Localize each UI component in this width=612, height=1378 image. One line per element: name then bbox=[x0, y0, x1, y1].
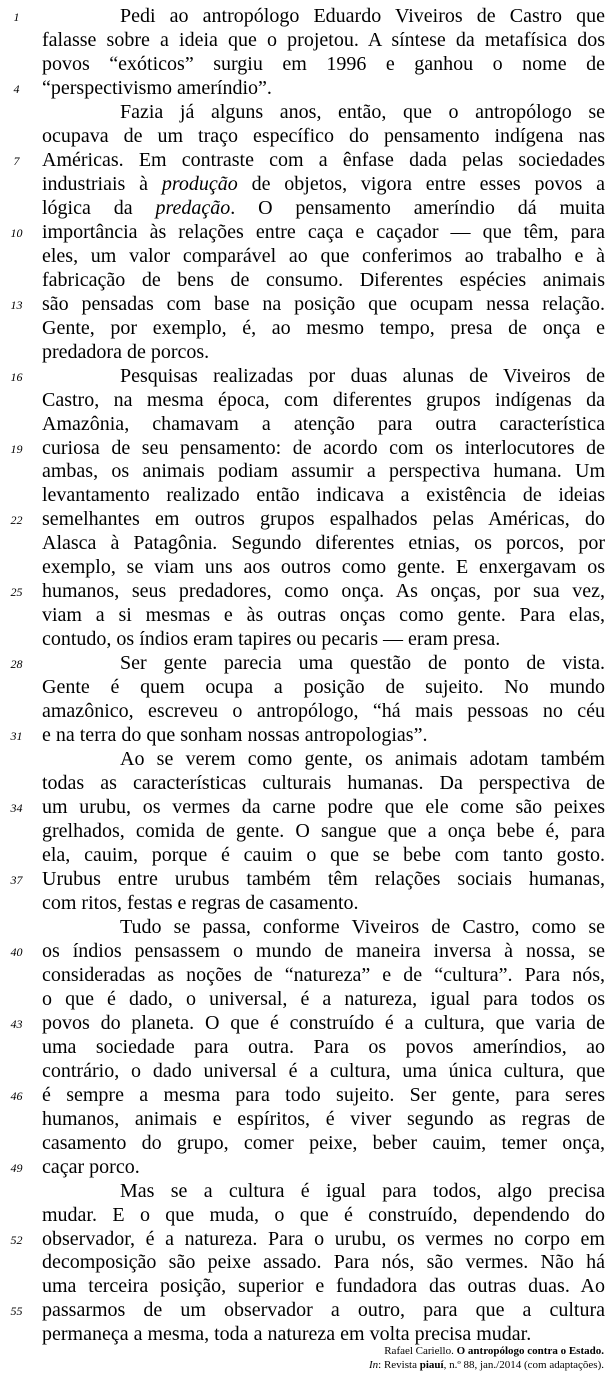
line-number: 13 bbox=[10, 297, 23, 312]
text-line bbox=[0, 1156, 612, 1178]
text-segment: ela, cauim, porque é cauim o que se bebe com tanto gosto. bbox=[42, 843, 605, 866]
line-text bbox=[42, 197, 605, 219]
line-number: 49 bbox=[10, 1160, 23, 1175]
line-text bbox=[42, 317, 605, 339]
text-segment: exemplo, se viam uns aos outros como gente. E enxergavam os bbox=[42, 556, 605, 579]
text-line bbox=[0, 916, 612, 938]
line-number: 1 bbox=[13, 10, 20, 24]
italic-text: predação bbox=[155, 196, 231, 219]
text-line bbox=[0, 341, 612, 363]
line-text bbox=[42, 580, 605, 602]
line-text bbox=[42, 341, 605, 363]
text-segment: Américas. Em contraste com a ênfase dada pelas sociedades bbox=[42, 148, 605, 171]
line-text bbox=[120, 365, 605, 387]
text-segment: um urubu, os vermes da carne podre que ele come são peixes bbox=[42, 796, 605, 818]
line-text bbox=[120, 916, 605, 938]
line-text bbox=[42, 1228, 605, 1250]
text-line bbox=[0, 724, 612, 746]
text-line bbox=[0, 484, 612, 506]
line-text bbox=[42, 508, 605, 530]
text-segment: uma sociedade para outra. Para os povos ameríndios, ao bbox=[42, 1035, 605, 1058]
line-text bbox=[42, 1204, 605, 1226]
citation-segment: : Revista bbox=[378, 1359, 420, 1371]
text-segment: “perspectivismo ameríndio”. bbox=[42, 76, 272, 99]
line-text bbox=[42, 532, 605, 554]
line-number: 7 bbox=[13, 153, 20, 168]
text-segment: ocupava de um traço específico do pensamento indígena nas bbox=[42, 124, 605, 147]
text-line bbox=[0, 604, 612, 626]
text-segment: humanos, seus predadores, como onça. As onças, por sua vez, bbox=[42, 580, 605, 603]
text-segment: permaneça a mesma, toda a natureza em volta precisa mudar. bbox=[42, 1323, 532, 1346]
text-segment: caçar porco. bbox=[42, 1155, 140, 1178]
line-text bbox=[42, 1275, 605, 1297]
text-segment: predadora de porcos. bbox=[42, 340, 210, 363]
text-segment: Fazia já alguns anos, então, que o antropólogo se bbox=[120, 100, 605, 123]
text-segment: Castro, na mesma época, com diferentes grupos indígenas da bbox=[42, 388, 605, 411]
text-line bbox=[0, 796, 612, 818]
text-segment: casamento do grupo, comer peixe, beber cauim, temer onça, bbox=[42, 1131, 605, 1154]
text-line bbox=[0, 149, 612, 171]
text-line bbox=[0, 197, 612, 219]
citation-segment: O antropólogo contra o Estado. bbox=[456, 1345, 604, 1357]
text-segment: falasse sobre a ideia que o projetou. A síntese da metafísica dos bbox=[42, 29, 605, 51]
line-text bbox=[42, 772, 605, 794]
line-text bbox=[42, 1084, 605, 1106]
text-segment: Tudo se passa, conforme Viveiros de Castro, como se bbox=[120, 915, 605, 938]
text-segment: povos “exóticos” surgiu em 1996 e ganhou o nome de bbox=[42, 52, 605, 75]
text-line bbox=[0, 1060, 612, 1082]
line-number: 19 bbox=[10, 441, 23, 456]
line-text bbox=[42, 437, 605, 459]
line-number: 43 bbox=[10, 1016, 23, 1031]
text-segment: decomposição são peixe assado. Para nós, são vermes. Não há bbox=[42, 1251, 605, 1274]
line-text bbox=[42, 796, 605, 818]
text-segment: industriais à bbox=[42, 172, 162, 195]
text-segment: Gente, por exemplo, é, ao mesmo tempo, presa de onça e bbox=[42, 316, 605, 339]
line-text bbox=[42, 844, 605, 866]
line-text bbox=[42, 556, 605, 578]
line-text bbox=[42, 293, 605, 315]
text-segment: contrário, o dado universal é a cultura, uma única cultura, que bbox=[42, 1059, 605, 1082]
text-line bbox=[0, 437, 612, 459]
line-text bbox=[42, 604, 605, 626]
line-text bbox=[42, 484, 605, 506]
text-line bbox=[0, 29, 612, 51]
text-line bbox=[0, 269, 612, 291]
line-text bbox=[42, 460, 605, 482]
text-segment: Urubus entre urubus também têm relações sociais humanas, bbox=[42, 867, 605, 890]
text-segment: Pedi ao antropólogo Eduardo Viveiros de Castro que bbox=[120, 5, 605, 27]
text-line bbox=[0, 53, 612, 75]
text-line bbox=[0, 173, 612, 195]
text-segment: mudar. E o que muda, o que é construído, dependendo do bbox=[42, 1203, 605, 1226]
text-line bbox=[0, 1084, 612, 1106]
text-segment: grelhados, comida de gente. O sangue que a onça bebe é, para bbox=[42, 820, 605, 842]
line-text bbox=[42, 1060, 605, 1082]
line-number: 55 bbox=[10, 1304, 23, 1319]
text-line bbox=[0, 676, 612, 698]
text-line bbox=[0, 5, 612, 27]
line-text bbox=[42, 269, 605, 291]
text-line bbox=[0, 628, 612, 650]
text-line bbox=[0, 964, 612, 986]
line-number: 34 bbox=[10, 801, 23, 815]
line-number: 28 bbox=[10, 657, 23, 672]
text-line bbox=[0, 1132, 612, 1154]
line-number: 22 bbox=[10, 513, 23, 528]
line-number: 16 bbox=[10, 369, 23, 384]
line-text bbox=[42, 964, 605, 986]
line-text bbox=[42, 724, 605, 746]
text-line bbox=[0, 700, 612, 722]
text-segment: eles, um valor comparável ao que conferimos ao trabalho e à bbox=[42, 244, 605, 267]
line-number: 40 bbox=[10, 944, 23, 959]
text-line bbox=[0, 125, 612, 147]
text-segment: e na terra do que sonham nossas antropologias”. bbox=[42, 724, 428, 747]
text-line bbox=[0, 221, 612, 243]
line-text bbox=[42, 628, 605, 650]
text-line bbox=[0, 1180, 612, 1202]
text-line bbox=[0, 844, 612, 866]
text-segment: povos do planeta. O que é construído é a cultura, que varia de bbox=[42, 1011, 605, 1034]
text-line bbox=[0, 508, 612, 530]
text-segment: importância às relações entre caça e caçador — que têm, para bbox=[42, 220, 605, 243]
line-text bbox=[120, 748, 605, 770]
text-line bbox=[0, 245, 612, 267]
line-text bbox=[42, 676, 605, 698]
line-text bbox=[42, 940, 605, 962]
text-segment: ambas, os animais podiam assumir a perspectiva humana. Um bbox=[42, 460, 605, 483]
text-line bbox=[0, 940, 612, 962]
text-line bbox=[0, 1012, 612, 1034]
text-segment: contudo, os índios eram tapires ou pecaris — eram presa. bbox=[42, 628, 501, 651]
line-text bbox=[42, 1036, 605, 1058]
line-text bbox=[120, 1180, 605, 1202]
text-line bbox=[0, 1275, 612, 1297]
line-text bbox=[42, 149, 605, 171]
text-line bbox=[0, 1323, 612, 1345]
text-line bbox=[0, 556, 612, 578]
text-segment: Ser gente parecia uma questão de ponto de vista. bbox=[120, 652, 605, 675]
text-line bbox=[0, 820, 612, 842]
line-text bbox=[42, 29, 605, 51]
text-segment: é sempre a mesma para todo sujeito. Ser gente, para seres bbox=[42, 1083, 605, 1106]
text-segment: Gente é quem ocupa a posição de sujeito. No mundo bbox=[42, 676, 605, 699]
text-segment: são pensadas com base na posição que ocupam nessa relação. bbox=[42, 292, 605, 315]
text-segment: semelhantes em outros grupos espalhados pelas Américas, do bbox=[42, 508, 605, 531]
text-line bbox=[0, 1228, 612, 1250]
text-segment: todas as características culturais humanas. Da perspectiva de bbox=[42, 772, 605, 794]
text-line bbox=[0, 101, 612, 123]
text-segment: com ritos, festas e regras de casamento. bbox=[42, 891, 359, 914]
text-line bbox=[0, 317, 612, 339]
text-line bbox=[0, 77, 612, 99]
line-text bbox=[42, 1323, 605, 1345]
text-segment: Pesquisas realizadas por duas alunas de Viveiros de bbox=[120, 364, 605, 387]
line-text bbox=[42, 53, 605, 75]
text-segment: levantamento realizado então indicava a existência de ideias bbox=[42, 484, 605, 507]
line-text bbox=[42, 221, 605, 243]
line-text bbox=[42, 820, 605, 842]
source-citation bbox=[384, 1344, 604, 1358]
text-line bbox=[0, 365, 612, 387]
text-segment: humanos, animais e espíritos, é viver segundo as regras de bbox=[42, 1107, 605, 1130]
text-line bbox=[0, 1299, 612, 1321]
text-segment: Ao se verem como gente, os animais adotam também bbox=[120, 748, 605, 771]
line-number: 25 bbox=[10, 585, 23, 600]
line-number: 37 bbox=[10, 872, 23, 887]
text-line bbox=[0, 868, 612, 890]
source-citation bbox=[369, 1358, 604, 1372]
text-line bbox=[0, 892, 612, 914]
text-segment: viam a si mesmas e às outras onças como gente. Para elas, bbox=[42, 604, 605, 627]
line-text bbox=[120, 652, 605, 674]
text-segment: passarmos de um observador a outro, para que a cultura bbox=[42, 1299, 605, 1322]
text-segment: . O pensamento ameríndio dá muita bbox=[230, 196, 605, 219]
line-text bbox=[120, 5, 605, 27]
line-text bbox=[42, 892, 605, 914]
text-segment: fabricação de bens de consumo. Diferentes espécies animais bbox=[42, 268, 605, 291]
line-text bbox=[42, 1132, 605, 1154]
line-text bbox=[42, 1156, 605, 1178]
line-text bbox=[42, 1108, 605, 1130]
text-line bbox=[0, 532, 612, 554]
line-text bbox=[42, 700, 605, 722]
text-line bbox=[0, 1251, 612, 1273]
line-text bbox=[42, 1299, 605, 1321]
line-number: 4 bbox=[13, 81, 20, 96]
text-line bbox=[0, 1108, 612, 1130]
text-segment: Amazônia, chamavam a atenção para outra característica bbox=[42, 412, 605, 435]
text-line bbox=[0, 988, 612, 1010]
text-line bbox=[0, 772, 612, 794]
text-line bbox=[0, 389, 612, 411]
text-line bbox=[0, 652, 612, 674]
line-text bbox=[42, 1251, 605, 1273]
line-text bbox=[120, 101, 605, 123]
line-text bbox=[42, 77, 605, 99]
text-line bbox=[0, 580, 612, 602]
text-segment: de objetos, vigora entre esses povos a bbox=[237, 172, 605, 195]
line-text bbox=[42, 988, 605, 1010]
line-text bbox=[42, 413, 605, 435]
line-text bbox=[42, 868, 605, 890]
line-number: 31 bbox=[10, 729, 23, 744]
text-segment: uma terceira posição, superior e fundadora das outras duas. Ao bbox=[42, 1275, 605, 1298]
text-line bbox=[0, 293, 612, 315]
line-number: 10 bbox=[10, 225, 23, 240]
text-line bbox=[0, 460, 612, 482]
text-segment: amazônico, escreveu o antropólogo, “há mais pessoas no céu bbox=[42, 700, 605, 723]
text-segment: curiosa de seu pensamento: de acordo com os interlocutores de bbox=[42, 436, 605, 459]
line-number: 46 bbox=[10, 1088, 23, 1103]
text-line bbox=[0, 413, 612, 435]
text-line bbox=[0, 1036, 612, 1058]
line-text bbox=[42, 389, 605, 411]
line-text bbox=[42, 1012, 605, 1034]
text-segment: lógica da bbox=[42, 196, 156, 219]
text-line bbox=[0, 1204, 612, 1226]
text-segment: o que é dado, o universal, é a natureza, igual para todos os bbox=[42, 987, 605, 1010]
citation-segment: Rafael Cariello. bbox=[384, 1345, 457, 1357]
italic-text: produção bbox=[161, 172, 238, 195]
text-line bbox=[0, 748, 612, 770]
text-segment: consideradas as noções de “natureza” e de “cultura”. Para nós, bbox=[42, 963, 605, 986]
line-text bbox=[42, 125, 605, 147]
citation-segment: In bbox=[368, 1359, 379, 1371]
line-text bbox=[42, 245, 605, 267]
text-segment: Mas se a cultura é igual para todos, algo precisa bbox=[120, 1179, 605, 1202]
citation-segment: piauí bbox=[419, 1359, 444, 1371]
text-segment: observador, é a natureza. Para o urubu, os vermes no corpo em bbox=[42, 1227, 605, 1250]
text-segment: os índios pensassem o mundo de maneira inversa à nossa, se bbox=[42, 939, 605, 962]
line-text bbox=[42, 173, 605, 195]
text-segment: Alasca à Patagônia. Segundo diferentes etnias, os porcos, por bbox=[42, 532, 605, 555]
citation-segment: , n.º 88, jan./2014 (com adaptações). bbox=[443, 1359, 604, 1371]
line-number: 52 bbox=[10, 1232, 23, 1247]
